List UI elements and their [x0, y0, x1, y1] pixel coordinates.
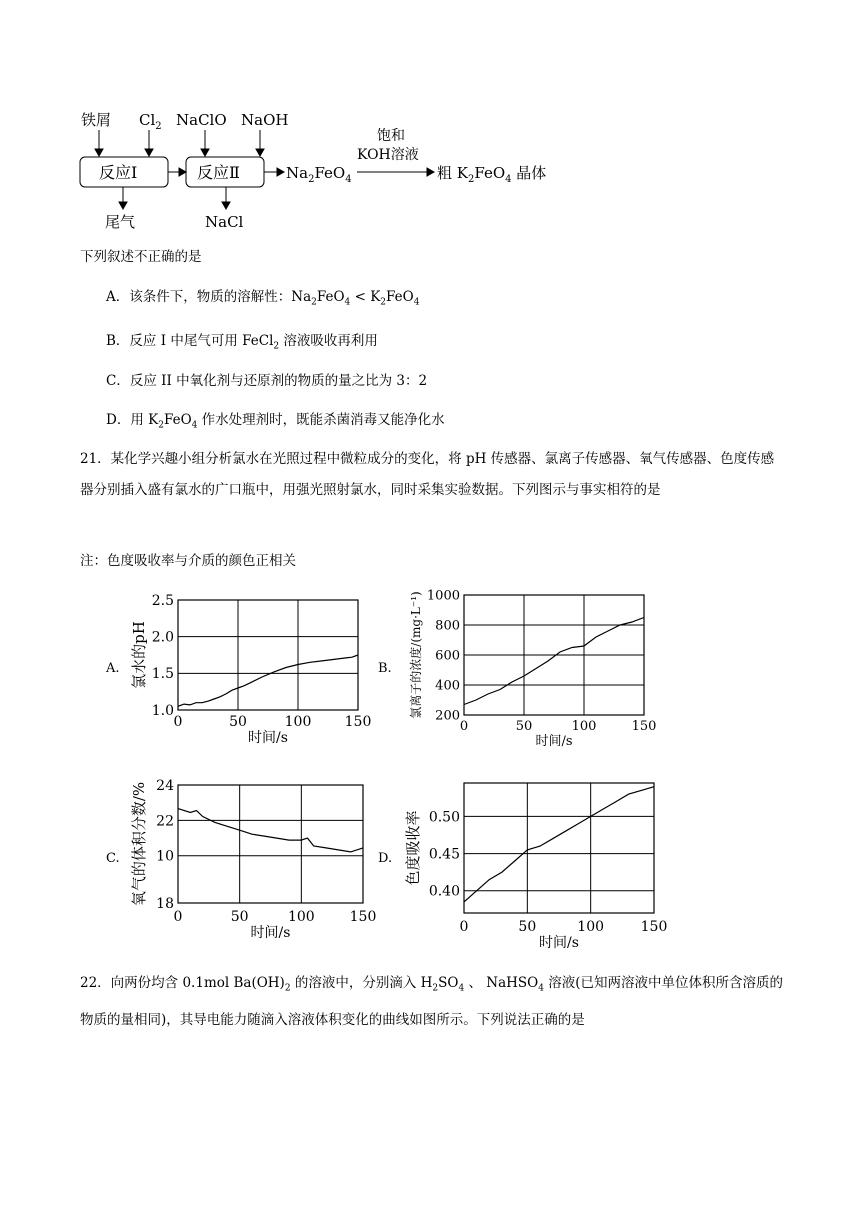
chart-a [122, 590, 372, 750]
y-tick-label: 400 [435, 678, 460, 694]
x-tick-label: 100 [571, 719, 597, 734]
plot-frame [178, 785, 363, 903]
y-axis-label: 氯离子的浓度/(mg·L⁻¹) [409, 591, 423, 719]
y-tick-label: 10 [156, 848, 174, 865]
series-line [464, 618, 644, 705]
input-iron: 铁屑 [81, 111, 112, 129]
chart-c [122, 775, 377, 941]
output-nacl: NaCl [205, 213, 244, 231]
condition-1: 饱和 [377, 128, 405, 144]
series-line [178, 655, 358, 706]
x-tick-label: 0 [459, 719, 469, 734]
flow-diagram-svg [75, 105, 575, 235]
q20-option-d: D．用 $K_2FeO_4$ 作水处理剂时，既能杀菌消毒又能净化水 [106, 412, 445, 431]
y-tick-label: 22 [156, 813, 174, 830]
x-tick-label: 50 [515, 719, 533, 734]
x-tick-label: 100 [287, 909, 315, 925]
condition-2: KOH溶液 [357, 147, 419, 163]
option-c-label: C. [106, 851, 120, 866]
y-axis-label: 氧气的体积分数/% [130, 781, 148, 907]
y-tick-label: 24 [156, 777, 174, 794]
x-axis-label: 时间/s [535, 734, 573, 749]
q21-note: 注：色度吸收率与介质的颜色正相关 [80, 553, 296, 569]
y-tick-label: 0.45 [428, 846, 460, 863]
output-tail-gas: 尾气 [105, 213, 136, 231]
y-tick-label: 0.40 [428, 883, 460, 900]
series-line [464, 787, 654, 902]
option-b-label: B. [378, 661, 392, 676]
x-tick-label: 50 [230, 909, 249, 925]
chart-d [400, 775, 690, 955]
reaction-1-label: 反应Ⅰ [99, 163, 138, 182]
option-d-label: D. [378, 851, 393, 866]
input-naoh: NaOH [241, 111, 289, 129]
product-na2feo4: $Na_2FeO_4$ [286, 164, 352, 185]
y-tick-label: 1000 [426, 588, 460, 604]
x-tick-label: 0 [459, 919, 469, 935]
x-tick-label: 0 [173, 714, 183, 730]
x-axis-label: 时间/s [250, 925, 291, 941]
plot-frame [464, 783, 654, 913]
x-tick-label: 150 [349, 909, 377, 925]
final-product: 粗 $K_2FeO_4$ 晶体 [437, 164, 547, 185]
y-tick-label: 1.0 [151, 702, 174, 719]
q20-stem: 下列叙述不正确的是 [80, 249, 202, 265]
x-tick-label: 150 [640, 919, 668, 935]
q20-option-c: C．反应 II 中氧化剂与还原剂的物质的量之比为 3：2 [106, 373, 428, 389]
q22-stem: 22．向两份均含 0.1mol $Ba(OH)_2$ 的溶液中，分别滴入 $H_2SO_4$ 、 NaHSO$_4$ 溶液(已知两溶液中单位体积所含溶质的物质的量相同)，其导电能力随滴入溶液体积变化的曲线如图所示。下列说法正确的是 [80, 975, 784, 1028]
x-tick-label: 0 [173, 909, 183, 925]
series-line [178, 809, 363, 852]
y-tick-label: 800 [435, 618, 460, 634]
x-tick-label: 50 [229, 714, 247, 730]
x-tick-label: 100 [577, 919, 605, 935]
q20-option-b: B．反应 I 中尾气可用 FeCl$_2$ 溶液吸收再利用 [106, 333, 378, 352]
x-tick-label: 150 [344, 714, 372, 730]
input-naclo: NaClO [176, 111, 227, 129]
x-tick-label: 50 [518, 919, 537, 935]
x-axis-label: 时间/s [539, 935, 579, 951]
reaction-2-label: 反应Ⅱ [197, 163, 240, 182]
x-axis-label: 时间/s [248, 730, 288, 746]
y-tick-label: 0.50 [428, 809, 460, 826]
y-tick-label: 1.5 [151, 666, 174, 683]
y-tick-label: 600 [435, 648, 460, 664]
option-a-label: A. [106, 661, 120, 676]
x-tick-label: 150 [631, 719, 657, 734]
y-axis-label: 氯水的pH [130, 621, 148, 689]
y-tick-label: 18 [156, 895, 174, 912]
q21-stem: 21．某化学兴趣小组分析氯水在光照过程中微粒成分的变化，将 pH 传感器、氯离子传感器、氧气传感器、色度传感器分别插入盛有氯水的广口瓶中，用强光照射氯水，同时采集实验数据。下列图示与事实相符的是 [80, 451, 775, 498]
input-cl2: $Cl_2$ [139, 111, 162, 132]
y-axis-label: 色度吸收率 [404, 810, 422, 886]
plot-frame [178, 600, 358, 710]
chart-b [404, 585, 664, 755]
q20-option-a: A．该条件下，物质的溶解性：$Na_2FeO_4 < K_2FeO_4$ [106, 289, 420, 308]
y-tick-label: 200 [435, 708, 460, 724]
y-tick-label: 2.5 [151, 592, 174, 609]
y-tick-label: 2.0 [151, 629, 174, 646]
x-tick-label: 100 [284, 714, 312, 730]
